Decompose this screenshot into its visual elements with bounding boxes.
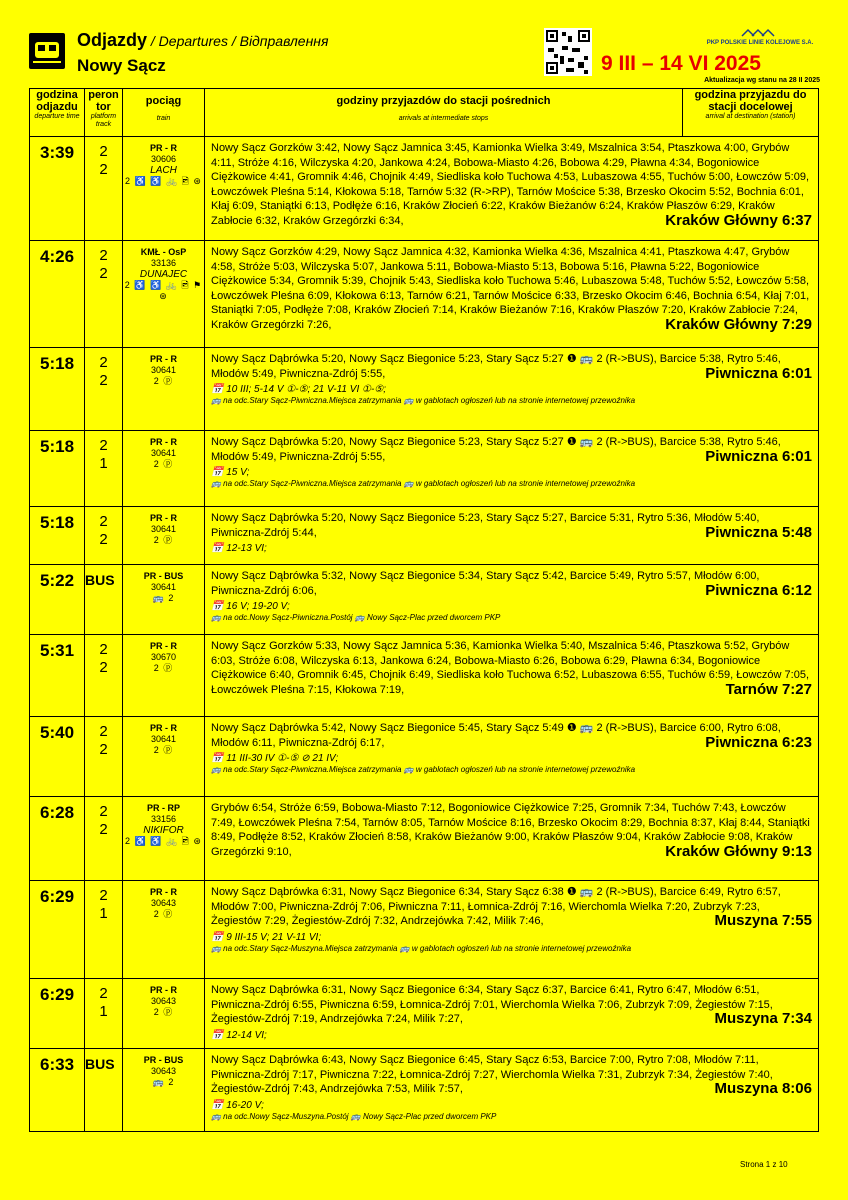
- stops-cell: [205, 241, 819, 348]
- station-name: Nowy Sącz: [77, 56, 166, 75]
- train-number: 30643: [150, 996, 177, 1006]
- train-category: PR - RP: [146, 803, 180, 813]
- train-logo-icon: [29, 33, 65, 69]
- qr-code-icon: [544, 28, 592, 76]
- train-category: PR - BUS: [143, 1055, 184, 1065]
- departure-time: 5:40: [30, 717, 85, 797]
- train-amenities-icons: 2 ♿ ♿ 🚲 🖻 ⊛: [125, 176, 202, 186]
- platform-number: 2: [99, 354, 108, 371]
- platform-number: 2: [99, 985, 108, 1002]
- departure-time: 5:18: [30, 507, 85, 565]
- train-category: PR - R: [150, 723, 177, 733]
- platform-number: 2: [99, 641, 108, 658]
- train-info: [123, 635, 205, 717]
- bus-replacement-note: 🚌 na odc.Stary Sącz-Piwniczna.Miejsca zatrzymania 🚌 w gablotach ogłoszeń lub na stronie internetowej przewoźnika: [211, 479, 636, 488]
- bus-replacement-note: 🚌 na odc.Nowy Sącz-Piwniczna.Postój 🚌 Nowy Sącz-Plac przed dworcem PKP: [211, 613, 501, 622]
- destination-arrival: Piwniczna 6:12: [705, 581, 812, 599]
- stops-cell: [205, 717, 819, 797]
- intermediate-stops: Grybów 6:54, Stróże 6:59, Bobowa-Miasto 7:12, Bogoniowice Ciężkowice 7:25, Gromnik 7:34, Tuchów 7:43, Łowczów 7:49, Łowczówek Pleśna 7:54, Tarnów 8:05, Tarnów Mościce 8:16, Brzesko Okocim 8:29, Bochnia 8:37, Kłaj 8:44, Staniątki 8:49, Podłęże 8:52, Kraków Złocień 8:58, Kraków Bieżanów 9:00, Kraków Płaszów 9:04, Kraków Zabłocie 9:08, Kraków Grzegórzki 9:10,: [211, 802, 810, 858]
- calendar-note: 📅 16 V; 19-20 V;: [211, 601, 290, 612]
- page-number: Strona 1 z 10: [740, 1160, 788, 1169]
- stops-cell: [205, 431, 819, 507]
- train-number: 30641: [150, 524, 177, 534]
- platform-track: [85, 565, 123, 635]
- header-time: godzina odjazdu departure time: [30, 89, 85, 137]
- platform-number: 2: [99, 437, 108, 454]
- train-amenities-icons: 2 ⓟ: [153, 1007, 174, 1017]
- train-category: PR - R: [150, 887, 177, 897]
- destination-arrival: Piwniczna 6:01: [705, 364, 812, 382]
- train-number: 30641: [150, 734, 177, 744]
- platform-track: [85, 507, 123, 565]
- calendar-note: 📅 15 V;: [211, 467, 250, 478]
- platform-track: [85, 635, 123, 717]
- intermediate-stops: Nowy Sącz Dąbrówka 6:31, Nowy Sącz Biegonice 6:34, Stary Sącz 6:37, Barcice 6:41, Rytro 6:47, Młodów 6:51, Piwniczna-Zdrój 6:55, Piwniczna 6:59, Łomnica-Zdrój 7:01, Wierchomla Wielka 7:06, Zubrzyk 7:09, Żegiestów 7:15, Żegiestów-Zdrój 7:19, Andrzejówka 7:24, Milik 7:27,: [211, 984, 773, 1025]
- train-info: [123, 431, 205, 507]
- page-subtitle: / Departures / Відправлення: [147, 33, 329, 49]
- platform-number: 2: [99, 803, 108, 820]
- calendar-note: 📅 9 III-15 V; 21 V-11 VI;: [211, 931, 322, 943]
- departure-row: [30, 881, 819, 979]
- track-number: 2: [99, 161, 108, 178]
- departure-row: [30, 635, 819, 717]
- departure-time: 6:29: [30, 979, 85, 1049]
- train-info: [123, 507, 205, 565]
- departures-table: [29, 88, 819, 1132]
- train-info: [123, 565, 205, 635]
- train-number: 33156: [150, 814, 177, 824]
- destination-arrival: Kraków Główny 9:13: [665, 842, 812, 860]
- stops-cell: [205, 635, 819, 717]
- platform-track: [85, 881, 123, 979]
- intermediate-stops: Nowy Sącz Dąbrówka 5:20, Nowy Sącz Biegonice 5:23, Stary Sącz 5:27 ❶ 🚌 2 (R->BUS), Barcice 5:38, Rytro 5:46, Młodów 5:49, Piwniczna-Zdrój 5:55,: [211, 353, 781, 380]
- train-amenities-icons: 🚌 2: [152, 593, 175, 603]
- stops-cell: [205, 1049, 819, 1132]
- track-number: 2: [99, 821, 108, 838]
- train-info: [123, 797, 205, 881]
- pkp-logo: PKP POLSKIE LINIE KOLEJOWE S.A.: [700, 28, 820, 46]
- departure-time: 5:31: [30, 635, 85, 717]
- platform-number: BUS: [85, 572, 115, 588]
- departure-time: 6:33: [30, 1049, 85, 1132]
- calendar-note: 📅 11 III-30 IV ①-⑤ ⊘ 21 IV;: [211, 753, 339, 764]
- destination-arrival: Muszyna 8:06: [714, 1080, 812, 1097]
- train-amenities-icons: 2 ⓟ: [153, 459, 174, 469]
- header-stops: godziny przyjazdów do stacji pośrednich arrivals at intermediate stops: [205, 89, 683, 137]
- intermediate-stops: Nowy Sącz Dąbrówka 6:31, Nowy Sącz Biegonice 6:34, Stary Sącz 6:38 ❶ 🚌 2 (R->BUS), Barcice 6:49, Rytro 6:57, Młodów 7:00, Piwniczna-Zdrój 7:06, Piwniczna 7:11, Łomnica-Zdrój 7:16, Wierchomla Wielka 7:20, Zubrzyk 7:23, Żegiestów 7:29, Żegiestów-Zdrój 7:32, Andrzejówka 7:42, Milik 7:46,: [211, 886, 781, 927]
- stops-cell: [205, 565, 819, 635]
- train-name: DUNAJEC: [139, 269, 188, 280]
- platform-number: 2: [99, 143, 108, 160]
- train-info: [123, 241, 205, 348]
- train-number: 30641: [150, 365, 177, 375]
- departure-time: 5:18: [30, 348, 85, 431]
- platform-track: [85, 348, 123, 431]
- train-category: PR - R: [150, 143, 177, 153]
- platform-track: [85, 241, 123, 348]
- train-number: 30670: [150, 652, 177, 662]
- track-number: 2: [99, 659, 108, 676]
- train-info: [123, 979, 205, 1049]
- train-info: [123, 881, 205, 979]
- calendar-note: 📅 16-20 V;: [211, 1099, 264, 1111]
- intermediate-stops: Nowy Sącz Gorzków 5:33, Nowy Sącz Jamnica 5:36, Kamionka Wielka 5:40, Mszalnica 5:46, Ptaszkowa 5:52, Grybów 6:03, Stróże 6:08, Wilczyska 6:13, Jankowa 6:24, Bobowa-Miasto 6:26, Bobowa 6:29, Pławna 6:34, Bogoniowice Ciężkowice 6:40, Gromnik 6:45, Chojnik 6:49, Siedliska koło Tuchowa 6:52, Lubaszowa 6:55, Tuchów 6:59, Łowczów 7:05, Łowczówek Pleśna 7:15, Kłokowa 7:19,: [211, 640, 810, 696]
- calendar-note: 📅 12-13 VI;: [211, 543, 267, 554]
- departure-row: [30, 565, 819, 635]
- departure-time: 3:39: [30, 137, 85, 241]
- platform-number: 2: [99, 723, 108, 740]
- platform-track: [85, 979, 123, 1049]
- stops-cell: [205, 797, 819, 881]
- train-amenities-icons: 2 ⓟ: [153, 535, 174, 545]
- train-info: [123, 137, 205, 241]
- train-name: NIKIFOR: [143, 825, 184, 836]
- stops-cell: [205, 979, 819, 1049]
- stops-cell: [205, 507, 819, 565]
- stops-cell: [205, 137, 819, 241]
- departure-row: [30, 1049, 819, 1132]
- stops-cell: [205, 348, 819, 431]
- train-number: 30606: [150, 154, 177, 164]
- train-amenities-icons: 2 ⓟ: [153, 663, 174, 673]
- train-name: LACH: [150, 165, 177, 176]
- platform-number: 2: [99, 887, 108, 904]
- intermediate-stops: Nowy Sącz Dąbrówka 5:32, Nowy Sącz Biegonice 5:34, Stary Sącz 5:42, Barcice 5:49, Rytro 5:57, Młodów 6:00, Piwniczna-Zdrój 6:06,: [211, 570, 760, 597]
- intermediate-stops: Nowy Sącz Dąbrówka 5:20, Nowy Sącz Biegonice 5:23, Stary Sącz 5:27 ❶ 🚌 2 (R->BUS), Barcice 5:38, Rytro 5:46, Młodów 5:49, Piwniczna-Zdrój 5:55,: [211, 436, 781, 463]
- train-number: 30643: [150, 1066, 177, 1076]
- platform-track: [85, 1049, 123, 1132]
- train-number: 30643: [150, 898, 177, 908]
- departure-time: 4:26: [30, 241, 85, 348]
- destination-arrival: Kraków Główny 6:37: [665, 211, 812, 229]
- train-amenities-icons: 2 ⓟ: [153, 376, 174, 386]
- destination-arrival: Tarnów 7:27: [725, 680, 812, 698]
- destination-arrival: Piwniczna 6:23: [705, 733, 812, 751]
- train-category: PR - R: [150, 354, 177, 364]
- platform-track: [85, 431, 123, 507]
- platform-number: BUS: [85, 1056, 115, 1072]
- destination-arrival: Kraków Główny 7:29: [665, 315, 812, 333]
- train-amenities-icons: 2 ⓟ: [153, 745, 174, 755]
- departure-row: [30, 507, 819, 565]
- train-category: PR - R: [150, 985, 177, 995]
- departure-row: [30, 137, 819, 241]
- platform-track: [85, 797, 123, 881]
- departure-row: [30, 979, 819, 1049]
- validity-period: 9 III – 14 VI 2025: [601, 52, 761, 75]
- intermediate-stops: Nowy Sącz Dąbrówka 6:43, Nowy Sącz Biegonice 6:45, Stary Sącz 6:53, Barcice 7:00, Rytro 7:08, Młodów 7:11, Piwniczna-Zdrój 7:17, Piwniczna 7:22, Łomnica-Zdrój 7:27, Wierchomla Wielka 7:31, Zubrzyk 7:34, Żegiestów 7:40, Żegiestów-Zdrój 7:43, Andrzejówka 7:53, Milik 7:57,: [211, 1054, 773, 1095]
- destination-arrival: Piwniczna 5:48: [705, 523, 812, 541]
- destination-arrival: Muszyna 7:34: [714, 1010, 812, 1027]
- departure-row: [30, 241, 819, 348]
- platform-track: [85, 137, 123, 241]
- departure-row: [30, 348, 819, 431]
- bus-replacement-note: 🚌 na odc.Stary Sącz-Muszyna.Miejsca zatrzymania 🚌 w gablotach ogłoszeń lub na stronie internetowej przewoźnika: [211, 943, 632, 953]
- departure-time: 6:29: [30, 881, 85, 979]
- train-info: [123, 717, 205, 797]
- train-category: PR - R: [150, 641, 177, 651]
- track-number: 1: [99, 455, 108, 472]
- track-number: 2: [99, 372, 108, 389]
- train-category: KMŁ - OsP: [140, 247, 187, 257]
- intermediate-stops: Nowy Sącz Gorzków 3:42, Nowy Sącz Jamnica 3:45, Kamionka Wielka 3:49, Mszalnica 3:54, Ptaszkowa 4:00, Grybów 4:11, Stróże 4:16, Wilczyska 4:20, Jankowa 4:24, Bobowa-Miasto 4:26, Bobowa 4:29, Pławna 4:34, Bogoniowice Ciężkowice 4:41, Gromnik 4:46, Chojnik 4:49, Siedliska koło Tuchowa 4:53, Lubaszowa 4:55, Tuchów 5:00, Łowczów 5:09, Łowczówek Pleśna 5:14, Kłokowa 5:18, Tarnów 5:32 (R->RP), Tarnów Mościce 5:38, Brzesko Okocim 5:52, Bochnia 6:01, Kłaj 6:09, Staniątki 6:13, Podłęże 6:16, Kraków Złocień 6:22, Kraków Bieżanów 6:24, Kraków Płaszów 6:29, Kraków Zabłocie 6:32, Kraków Grzegórzki 6:34,: [211, 142, 810, 227]
- train-number: 33136: [150, 258, 177, 268]
- departure-time: 6:28: [30, 797, 85, 881]
- departure-time: 5:22: [30, 565, 85, 635]
- departure-row: [30, 431, 819, 507]
- train-category: PR - R: [150, 513, 177, 523]
- calendar-note: 📅 10 III; 5-14 V ①-⑤; 21 V-11 VI ①-⑤;: [211, 384, 387, 395]
- platform-number: 2: [99, 247, 108, 264]
- train-number: 30641: [150, 448, 177, 458]
- train-amenities-icons: 🚌 2: [152, 1077, 175, 1087]
- departure-time: 5:18: [30, 431, 85, 507]
- train-number: 30641: [150, 582, 177, 592]
- train-category: PR - R: [150, 437, 177, 447]
- intermediate-stops: Nowy Sącz Dąbrówka 5:42, Nowy Sącz Biegonice 5:45, Stary Sącz 5:49 ❶ 🚌 2 (R->BUS), Barcice 6:00, Rytro 6:08, Młodów 6:11, Piwniczna-Zdrój 6:17,: [211, 722, 781, 749]
- track-number: 1: [99, 1003, 108, 1020]
- track-number: 1: [99, 905, 108, 922]
- calendar-note: 📅 12-14 VI;: [211, 1029, 267, 1041]
- track-number: 2: [99, 741, 108, 758]
- header-train: pociąg train: [123, 89, 205, 137]
- track-number: 2: [99, 265, 108, 282]
- page-title: Odjazdy / Departures / Відправлення: [77, 30, 329, 50]
- train-info: [123, 1049, 205, 1132]
- header-platform: peron tor platform track: [85, 89, 123, 137]
- bus-replacement-note: 🚌 na odc.Nowy Sącz-Muszyna.Postój 🚌 Nowy Sącz-Plac przed dworcem PKP: [211, 1111, 497, 1121]
- header-destination: godzina przyjazdu do stacji docelowej arrival at destination (station): [683, 89, 819, 137]
- train-amenities-icons: 2 ♿ ♿ 🚲 🖻 ⊛: [125, 836, 202, 846]
- update-note: Aktualizacja wg stanu na 28 II 2025: [704, 77, 820, 84]
- intermediate-stops: Nowy Sącz Dąbrówka 5:20, Nowy Sącz Biegonice 5:23, Stary Sącz 5:27, Barcice 5:31, Rytro 5:36, Młodów 5:40, Piwniczna-Zdrój 5:44,: [211, 512, 760, 539]
- destination-arrival: Muszyna 7:55: [714, 912, 812, 929]
- intermediate-stops: Nowy Sącz Gorzków 4:29, Nowy Sącz Jamnica 4:32, Kamionka Wielka 4:36, Mszalnica 4:41, Ptaszkowa 4:47, Grybów 4:58, Stróże 5:03, Wilczyska 5:07, Jankowa 5:11, Bobowa-Miasto 5:13, Bobowa 5:16, Pławna 5:22, Bogoniowice Ciężkowice 5:34, Gromnik 5:39, Chojnik 5:43, Siedliska koło Tuchowa 5:46, Lubaszowa 5:48, Tuchów 5:52, Łowczów 5:58, Łowczówek Pleśna 6:09, Kłokowa 6:13, Tarnów 6:21, Tarnów Mościce 6:33, Brzesko Okocim 6:46, Bochnia 6:54, Kłaj 7:01, Staniątki 7:05, Podłęże 7:08, Kraków Złocień 7:14, Kraków Bieżanów 7:16, Kraków Płaszów 7:20, Kraków Zabłocie 7:24, Kraków Grzegórzki 7:26,: [211, 246, 810, 331]
- train-category: PR - BUS: [143, 571, 184, 581]
- bus-replacement-note: 🚌 na odc.Stary Sącz-Piwniczna.Miejsca zatrzymania 🚌 w gablotach ogłoszeń lub na stronie internetowej przewoźnika: [211, 396, 636, 405]
- platform-number: 2: [99, 513, 108, 530]
- departure-row: [30, 717, 819, 797]
- bus-replacement-note: 🚌 na odc.Stary Sącz-Piwniczna.Miejsca zatrzymania 🚌 w gablotach ogłoszeń lub na stronie internetowej przewoźnika: [211, 765, 636, 774]
- train-amenities-icons: 2 ♿ ♿ 🚲 🖻 ⚑ ⊛: [124, 280, 203, 301]
- stops-cell: [205, 881, 819, 979]
- destination-arrival: Piwniczna 6:01: [705, 447, 812, 465]
- train-amenities-icons: 2 ⓟ: [153, 909, 174, 919]
- track-number: 2: [99, 531, 108, 548]
- departure-row: [30, 797, 819, 881]
- train-info: [123, 348, 205, 431]
- platform-track: [85, 717, 123, 797]
